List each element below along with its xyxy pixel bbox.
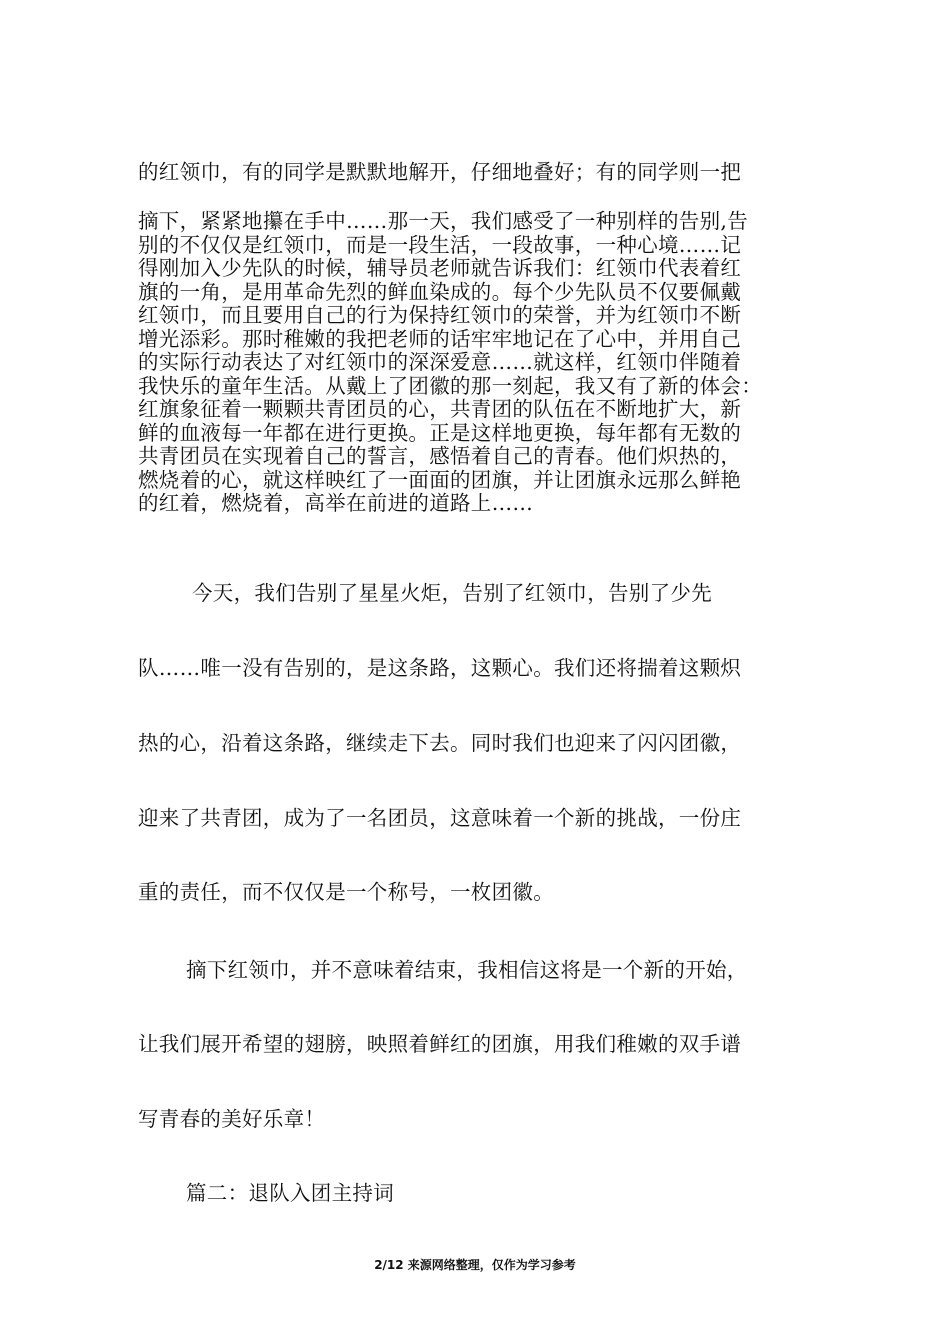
text-line: 的实际行动表达了对红领巾的深深爱意……就这样，红领巾伴随着 [138, 350, 742, 374]
paragraph-dense [138, 210, 828, 516]
text-line: 旗的一角，是用革命先烈的鲜血染成的。每个少先队员不仅要佩戴 [138, 279, 742, 304]
text-line: 的红着，燃烧着，高举在前进的道路上…… [138, 491, 534, 515]
text-line: 增光添彩。那时稚嫩的我把老师的话牢牢地记在了心中，并用自己 [138, 326, 742, 351]
paragraph-3-line-3: 写青春的美好乐章！ [138, 1107, 326, 1131]
text-line-top: 的红领巾，有的同学是默默地解开，仔细地叠好；有的同学则一把 [138, 160, 742, 184]
text-line: 我快乐的童年生活。从戴上了团徽的那一刻起，我又有了新的体会： [138, 373, 762, 398]
text-line: 摘下，紧紧地攥在手中……那一天，我们感受了一种别样的告别,告 [138, 209, 749, 233]
text-line: 别的不仅仅是红领巾，而是一段生活，一段故事，一种心境……记 [138, 232, 742, 257]
paragraph-2-line-5: 重的责任，而不仅仅是一个称号，一枚团徽。 [138, 880, 554, 904]
text-line: 鲜的血液每一年都在进行更换。正是这样地更换，每年都有无数的 [138, 420, 742, 445]
paragraph-2-line-4: 迎来了共青团，成为了一名团员，这意味着一个新的挑战，一份庄 [138, 806, 742, 830]
paragraph-2-line-2: 队……唯一没有告别的，是这条路，这颗心。我们还将揣着这颗炽 [138, 656, 742, 680]
paragraph-2-line-3: 热的心，沿着这条路，继续走下去。同时我们也迎来了闪闪团徽， [138, 731, 742, 755]
text-line: 共青团员在实现着自己的誓言，感悟着自己的青春。他们炽热的， [138, 444, 742, 468]
text-line: 红领巾，而且要用自己的行为保持红领巾的荣誉，并为红领巾不断 [138, 303, 742, 327]
paragraph-2-line-1: 今天，我们告别了星星火炬，告别了红领巾，告别了少先 [192, 581, 712, 605]
section-heading: 篇二：退队入团主持词 [186, 1181, 394, 1205]
page-footer: 2/12 来源网络整理，仅作为学习参考 [374, 1258, 576, 1272]
text-line: 燃烧着的心，就这样映红了一面面的团旗，并让团旗永远那么鲜艳 [138, 467, 742, 492]
text-line: 得刚加入少先队的时候，辅导员老师就告诉我们：红领巾代表着红 [138, 256, 742, 280]
text-line: 红旗象征着一颗颗共青团员的心，共青团的队伍在不断地扩大，新 [138, 397, 742, 421]
paragraph-3-line-1: 摘下红领巾，并不意味着结束，我相信这将是一个新的开始， [186, 958, 748, 982]
paragraph-3-line-2: 让我们展开希望的翅膀，映照着鲜红的团旗，用我们稚嫩的双手谱 [138, 1032, 742, 1056]
